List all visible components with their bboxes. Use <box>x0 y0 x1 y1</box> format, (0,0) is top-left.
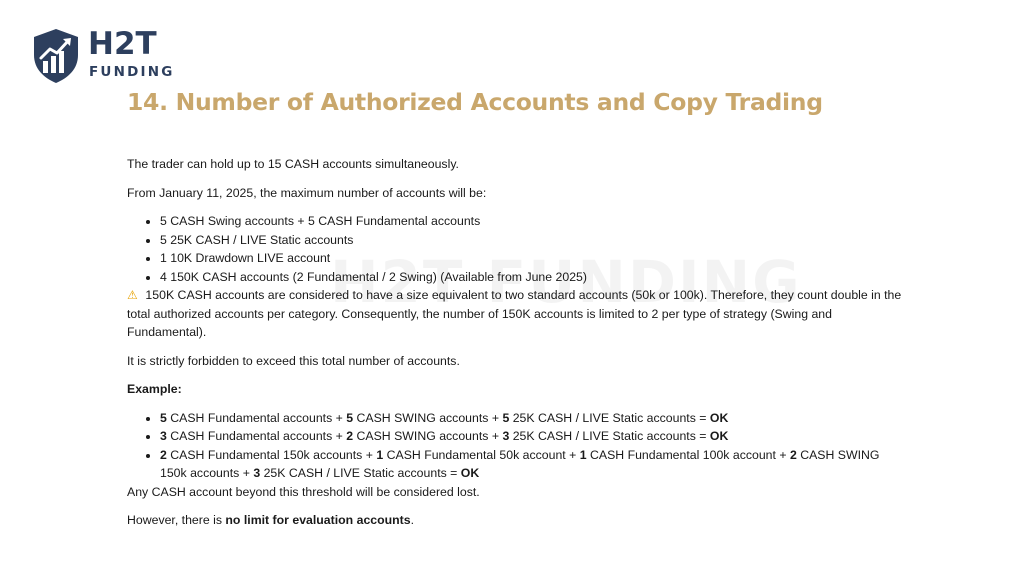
list-item: • 5 CASH Swing accounts + 5 CASH Fundamental accounts <box>160 212 907 231</box>
list-item: • 1 10K Drawdown LIVE account <box>160 249 907 268</box>
examples-list <box>127 409 907 483</box>
document-body <box>127 155 907 540</box>
example-result: OK <box>709 410 729 425</box>
forbidden-paragraph: It is strictly forbidden to exceed this total number of accounts. <box>127 353 460 368</box>
example-label: Example: <box>127 382 182 396</box>
list-item: • 5 25K CASH / LIVE Static accounts <box>160 231 907 250</box>
shield-chart-icon <box>32 28 80 84</box>
final-paragraph: However, there is no limit for evaluation accounts. <box>127 513 415 527</box>
warning-note <box>127 286 907 342</box>
intro-paragraph: The trader can hold up to 15 CASH accounts simultaneously. <box>127 157 459 171</box>
example-result: OK <box>709 429 729 443</box>
brand-subname: FUNDING <box>89 64 175 80</box>
list-item: • 4 150K CASH accounts (2 Fundamental / 2 Swing) (Available from June 2025) <box>160 268 907 287</box>
from-date-paragraph: From January 11, 2025, the maximum number of accounts will be: <box>127 185 487 200</box>
brand-logo[interactable] <box>32 28 182 86</box>
warning-text: 150K CASH accounts are considered to have a size equivalent to two standard accounts (50k or 100k). Therefore, they count double in the total authorized accounts per category. Consequently, the number of 150K accounts is limited to 2 per type of strategy (Swing and Fundamental). <box>127 288 902 339</box>
no-limit-emphasis: no limit for evaluation accounts <box>225 513 411 527</box>
brand-name: H2T <box>88 26 157 62</box>
example-item: • 5 CASH Fundamental accounts + 5 CASH SWING accounts + 5 25K CASH / LIVE Static accounts = OK <box>160 409 907 428</box>
warning-icon: ⚠ <box>127 288 138 302</box>
accounts-list <box>127 212 907 286</box>
lost-paragraph: Any CASH account beyond this threshold will be considered lost. <box>127 484 480 499</box>
example-item: • 3 CASH Fundamental accounts + 2 CASH SWING accounts + 3 25K CASH / LIVE Static accounts = OK <box>160 427 907 446</box>
example-item: • 2 CASH Fundamental 150k accounts + 1 CASH Fundamental 50k account + 1 CASH Fundamental 100k account + 2 CASH SWING 150k accounts + 3 25K CASH / LIVE Static accounts = OK <box>160 446 907 483</box>
example-result: OK <box>460 466 480 480</box>
page-title: 14. Number of Authorized Accounts and Copy Trading <box>127 88 823 116</box>
